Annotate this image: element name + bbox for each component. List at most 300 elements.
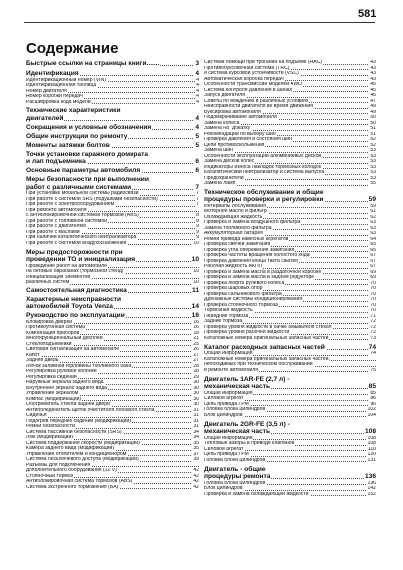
toc-entry-title: При работе с системой воздухоснабжения [26, 240, 127, 246]
toc-entry-title: Сиденья [26, 413, 47, 419]
toc-entry-title: Проведение работ на автомобиле [26, 263, 107, 269]
toc-heading [26, 133, 199, 141]
toc-entry-page: 28 [193, 363, 199, 369]
toc-entry-title: Стояночный тормоз [26, 473, 74, 479]
toc-entry-page: 4 [196, 88, 199, 94]
toc-entry-title: Головка блока цилиндров [204, 480, 266, 486]
toc-entry-title: При работе с электрооборудованием [26, 202, 115, 208]
toc-entry-title: Проверка и замена масла в раздаточной коробке [204, 269, 322, 275]
toc-entry-title: Аккумуляторная батарея [204, 231, 263, 237]
toc-entry-title: Система экстренного торможения (BA) [26, 484, 119, 490]
toc-entry [26, 485, 199, 491]
toc-entry-title: При работе с системой SRS (подушками безопасности) [26, 196, 158, 202]
toc-entry-title: с антиблокировочной системой тормозов (ABS) [26, 213, 139, 219]
toc-entry-title: Подогрев передних сидений (модификации) [26, 418, 131, 424]
toc-entry-page: 34 [193, 435, 199, 441]
toc-entry-title: Проверка сальникового фильтра [204, 291, 282, 297]
toc-entry-title: Головка блока цилиндров [204, 407, 266, 413]
toc-entry-title: Идентификационная таблица [26, 83, 97, 89]
toc-heading [26, 142, 199, 150]
toc-entry-page: 72 [370, 330, 376, 336]
toc-heading [26, 296, 199, 303]
toc-entry-title: Дренажные системы кондиционирования [204, 297, 303, 303]
toc-entry-title: Общая информация [204, 435, 253, 441]
toc-entry-page: 45 [370, 87, 376, 93]
toc-entry-title: Номер коробки передач [26, 94, 83, 100]
toc-entry-page: 42 [193, 479, 199, 485]
toc-entry-page: 63 [370, 225, 376, 231]
toc-entry-page: 52 [370, 137, 376, 142]
toc-entry-title: Буксировка автомобиля [204, 109, 261, 115]
toc-entry-page: 73 [370, 335, 376, 341]
toc-entry-page: 42 [193, 473, 199, 479]
toc-entry-title: Замена топливного фильтра [204, 225, 272, 231]
toc-entry-page: 31 [193, 424, 199, 430]
toc-entry-page: 108 [367, 435, 376, 441]
toc-entry-page: 62 [370, 214, 376, 220]
toc-entry-title: и система курсовой устойчивости (VSC) [204, 71, 299, 76]
toc-entry-page: 74 [368, 343, 376, 351]
toc-entry-page: 64 [370, 236, 376, 242]
toc-entry-title: Замена на "докатку" [204, 126, 253, 131]
toc-heading [204, 383, 376, 391]
toc-entry-title: механическая часть [204, 383, 270, 391]
toc-entry-title: Моторное масло и фильтр [204, 209, 267, 215]
toc-entry [204, 492, 376, 498]
toc-entry-page: 39 [193, 457, 199, 463]
toc-entry-page: 51 [370, 131, 376, 137]
toc-entry-title: Силовой агрегат [204, 396, 244, 402]
toc-entry-page: 11 [192, 286, 199, 294]
toc-entry-page: 43 [370, 71, 376, 76]
toc-entry-page: 61 [370, 209, 376, 215]
toc-heading [204, 428, 376, 436]
toc-entry [204, 458, 376, 464]
toc-heading [26, 167, 199, 175]
toc-entry-page: 86 [370, 396, 376, 402]
toc-entry-page: 31 [193, 407, 199, 413]
toc-entry-title: Проверка уровня рабочей жидкости [204, 330, 290, 336]
toc-entry-title: При ремонте автомобиля [26, 207, 87, 213]
toc-entry-page: 6 [195, 167, 199, 175]
toc-entry-page: 85 [370, 390, 376, 396]
toc-heading [26, 312, 199, 320]
toc-entry-title: Общая информация [204, 351, 253, 357]
toc-entry-title: Общие инструкции по ремонту [26, 132, 128, 140]
toc-entry-page: 21 [193, 336, 199, 342]
toc-heading [26, 70, 199, 78]
toc-heading [26, 287, 199, 295]
toc-entry-title: При работе с двигателем [26, 224, 86, 230]
toc-entry-title: Идентификация [26, 69, 79, 77]
toc-heading [204, 421, 376, 428]
toc-entry-title: Рекомендации по выбору шин [204, 131, 276, 137]
toc-entry-page: 14 [191, 303, 199, 311]
toc-entry-page: 42 [193, 484, 199, 490]
toc-entry-page: 136 [364, 472, 376, 480]
toc-entry-title: Двигатель 2GR-FE (3,5 л) - [204, 420, 290, 428]
toc-entry-title: автомобилей Toyota Venza [26, 303, 113, 311]
toc-entry-page: 67 [370, 264, 376, 270]
toc-entry-page: 30 [193, 396, 199, 402]
toc-entry-page: 7 [196, 191, 199, 197]
toc-entry-page: 4 [196, 77, 199, 83]
toc-entry-page: 152 [367, 491, 376, 497]
toc-entry-title: Компас (модификации) [26, 396, 82, 402]
toc-entry-page: 43 [370, 76, 376, 82]
toc-entry-page: 9 [196, 235, 199, 241]
toc-entry-title: Предохранители [204, 175, 244, 181]
toc-entry-title: При наличии каталитического нейтрализатора [26, 235, 137, 241]
toc-entry-page: 70 [370, 302, 376, 308]
toc-entry-page: 37 [193, 451, 199, 457]
toc-entry-title: Противобуксовочная система (TRC) [204, 65, 290, 71]
toc-entry-title: Цепи противоскольжения [204, 142, 265, 148]
toc-entry-title: Быстрые ссылки на страницы книги....... [26, 60, 160, 67]
toc-entry-title: дополнительного оборудования (12 V) [26, 468, 117, 474]
toc-entry-title: Советы по вождению в различных условиях [204, 98, 309, 104]
toc-entry-page: 136 [367, 480, 376, 486]
toc-entry-title: Тепловые зазоры в приводе клапанов [204, 441, 295, 447]
toc-entry-title: При установке мобильной системы радиосвязи [26, 191, 139, 197]
toc-entry-title: Проверка стояночного тормоза [204, 302, 278, 308]
toc-entry-title: Запуск двигателя [204, 93, 246, 98]
toc-entry-page: 30 [193, 402, 199, 408]
toc-entry-title: Обогреватель стекла задней двери [26, 402, 110, 408]
toc-entry-page: 4 [195, 123, 199, 131]
toc-entry-page: 26 [193, 347, 199, 353]
toc-entry-page: 6 [195, 158, 199, 166]
toc-entry-page: 4 [196, 83, 199, 89]
toc-entry-page: 75 [370, 367, 376, 373]
toc-entry-page: 9 [196, 229, 199, 235]
toc-entry-page: 10 [193, 280, 199, 286]
toc-entry-title: двигателей [26, 114, 64, 122]
toc-entry-title: Люк (модификации) [26, 435, 74, 441]
toc-entry-title: Сокращения и условные обозначения [26, 123, 152, 131]
toc-entry-title: Задние тормоза [204, 319, 243, 325]
toc-entry-title: Технические характеристики [26, 107, 121, 115]
toc-entry-title: и ремонте автомобиля [204, 367, 258, 373]
toc-entry-page: 52 [370, 142, 376, 148]
toc-entry-title: Подомкрачивание автомобиля [204, 115, 277, 120]
toc-entry-title: Разъемы для подключения [26, 462, 91, 468]
toc-entry-page: 43 [370, 60, 376, 65]
toc-entry-title: Замена колеса [204, 120, 240, 126]
toc-entry-page: 53 [370, 148, 376, 153]
page-title: Содержание [26, 40, 119, 57]
toc-entry-title: Каталожные номера оригинальных запасных частей, [204, 356, 330, 362]
toc-entry-page: 53 [370, 175, 376, 181]
toc-entry-page: 67 [370, 258, 376, 264]
toc-entry-title: Номер двигателя [26, 88, 67, 94]
toc-entry-title: Задняя дверь [26, 358, 59, 364]
toc-entry-title: Идентификационный номер (VIN) [26, 77, 106, 83]
toc-entry-page: 27 [193, 352, 199, 358]
toc-entry-title: Проверка давления и состояния шин [204, 137, 292, 142]
toc-entry-title: Комбинация приборов [26, 330, 80, 336]
toc-entry-page: 4 [196, 99, 199, 105]
toc-entry-title: Замена ламп [204, 181, 236, 186]
toc-entry-title: Регулировка сидений [26, 374, 77, 380]
toc-entry-page: 55 [370, 181, 376, 186]
toc-entry [26, 280, 199, 286]
toc-entry-page: 65 [370, 247, 376, 253]
toc-entry-page: 102 [367, 407, 376, 413]
toc-entry-title: Расшифровка кода модели [26, 99, 91, 105]
toc-entry-page: 72 [370, 319, 376, 325]
toc-entry-page: 70 [370, 286, 376, 292]
toc-entry-title: Цепь привода ГРМ [204, 452, 249, 458]
toc-entry-title: Руководство по эксплуатации [26, 312, 125, 320]
toc-entry-page: 4 [195, 114, 199, 122]
toc-entry-page: 29 [193, 374, 199, 380]
toc-entry-title: Двигатель 1AR-FE (2,7 л) - [204, 375, 290, 383]
toc-entry-title: Регулировка рулевой колонки [26, 369, 97, 375]
toc-entry-page: 131 [367, 457, 376, 463]
toc-entry-page: 65 [370, 242, 376, 248]
toc-entry-title: Рабочая жидкость АКПП [204, 264, 263, 270]
toc-entry-page: 31 [193, 413, 199, 419]
toc-heading [204, 344, 376, 352]
toc-heading [26, 184, 199, 192]
toc-entry-page: 71 [370, 313, 376, 319]
toc-entry-title: Цепь привода ГРМ [204, 401, 249, 407]
toc-entry-page: 47 [370, 98, 376, 104]
toc-entry-title: Антиобледенитель щеток очистителя лобового стекла [26, 407, 155, 413]
toc-entry-title: Проверка и замена воздушного фильтра [204, 220, 301, 226]
toc-heading [204, 189, 376, 196]
toc-entry-title: Неисправности двигателя во время движения [204, 104, 314, 109]
toc-heading [26, 124, 199, 132]
toc-entry-title: Проверка и замена масла в заднем редукторе [204, 275, 315, 281]
toc-entry-title: Наружные зеркала заднего вида [26, 380, 104, 386]
toc-heading [26, 107, 199, 114]
toc-entry-page: 7 [196, 196, 199, 202]
toc-entry-page: 18 [193, 330, 199, 336]
toc-heading [26, 158, 199, 166]
toc-entry-title: механическая часть [204, 428, 270, 436]
toc-entry-title: процедуры ремонта [204, 472, 271, 480]
toc-entry-page: 49 [370, 109, 376, 115]
toc-entry-page: 4 [195, 69, 199, 77]
toc-entry-title: Многофункциональный дисплей [26, 336, 103, 342]
toc-entry-page: 7 [196, 202, 199, 208]
toc-heading [204, 466, 376, 473]
toc-entry-title: Капот [26, 352, 40, 358]
toc-entry-title: необходимых при техническом обслуживании [204, 362, 313, 368]
toc-heading [204, 376, 376, 383]
toc-entry-title: Система контроля давления в шинах [204, 87, 293, 93]
toc-entry-page: 16 [193, 325, 199, 331]
toc-entry-title: Охлаждающая жидкость [204, 214, 263, 220]
toc-entry-page: 85 [368, 383, 376, 391]
toc-entry-page: 5 [195, 141, 199, 149]
toc-entry-title: Индикаторы износа накладок тормозных колодок [204, 164, 321, 170]
toc-heading [26, 60, 199, 68]
toc-entry-title: Каталог расходных запасных частей [204, 343, 325, 351]
toc-entry-page: 69 [370, 275, 376, 281]
toc-entry-page: 142 [367, 486, 376, 492]
toc-entry-page: 28 [193, 369, 199, 375]
toc-entry-page: 16 [193, 319, 199, 325]
toc-right-column [204, 60, 376, 497]
toc-entry-page: 30 [193, 391, 199, 397]
toc-entry-page: 35 [193, 440, 199, 446]
toc-entry-page: 46 [370, 93, 376, 98]
toc-entry-title: Световая сигнализация на автомобиле [26, 347, 120, 353]
toc-entry-page: 10 [191, 255, 199, 263]
header-rule [24, 22, 375, 23]
toc-entry-title: Моменты затяжки болтов [26, 141, 110, 149]
toc-entry-title: различных систем [26, 280, 70, 286]
toc-entry-page: 34 [193, 429, 199, 435]
toc-entry-title: Лючок заливной горловины топливного бака [26, 363, 132, 369]
toc-entry-page: 10 [193, 240, 199, 246]
toc-heading [26, 303, 199, 311]
toc-heading [26, 115, 199, 123]
toc-entry-page: 7 [195, 183, 199, 191]
toc-entry-title: Замена шин [204, 148, 234, 153]
toc-entry-title: работ с различными системами [26, 183, 132, 191]
toc-entry-page: 5 [195, 132, 199, 140]
toc-entry-title: процедуры проверки и регулировки [204, 196, 324, 204]
toc-entry-title: и лап подъемника [26, 158, 86, 166]
toc-left-column [26, 60, 199, 490]
toc-entry-title: Система помощи при трогании на подъеме (HAC) [204, 60, 322, 65]
toc-entry-page: 30 [193, 380, 199, 386]
toc-entry-page: 70 [370, 308, 376, 314]
toc-entry-title: Точки установки гаражного домкрата [26, 150, 149, 158]
toc-entry-title: на беговых барабанах (тормозной стенд) [26, 269, 124, 275]
toc-entry-title: Силовой агрегат [204, 446, 244, 452]
toc-entry-page: 10 [193, 269, 199, 275]
toc-entry-page: 63 [370, 220, 376, 226]
toc-entry-title: Внутреннее зеркало заднего вида [26, 385, 107, 391]
toc-entry-title: Проверка и замена охлаждающей жидкости [204, 491, 309, 497]
toc-entry-page: 63 [370, 231, 376, 237]
toc-entry-title: Особенности эксплуатации алюминиевых дисков [204, 153, 322, 159]
toc-entry-page: 69 [370, 269, 376, 275]
toc-entry-page: 108 [364, 428, 376, 436]
toc-entry [204, 181, 376, 187]
toc-entry-title: Техническое обслуживание и общие [204, 188, 324, 196]
toc-entry-page: 3 [195, 60, 199, 67]
toc-entry-page: 16 [191, 312, 199, 320]
toc-entry-page: 49 [370, 104, 376, 109]
toc-entry-title: Замена дисков колес [204, 159, 255, 164]
toc-entry-page: 74 [370, 351, 376, 357]
toc-entry-title: Интервалы обслуживания [204, 203, 266, 209]
toc-entry-page: 8 [196, 213, 199, 219]
toc-entry-page: 31 [193, 418, 199, 424]
toc-entry-page: 50 [370, 115, 376, 120]
toc-heading [26, 151, 199, 158]
toc-heading [26, 256, 199, 264]
toc-entry-title: Ремни привода навесных агрегатов [204, 236, 289, 242]
toc-entry-title: Характерные неисправности [26, 295, 122, 303]
toc-entry-page: 45 [370, 82, 376, 87]
toc-entry-title: проведении ТО и инициализация [26, 255, 136, 263]
toc-entry-page: 110 [367, 446, 376, 452]
toc-entry-page: 53 [370, 159, 376, 164]
toc-entry-title: Проверка частоты вращения холостого хода [204, 253, 310, 259]
toc-entry-page: 53 [370, 164, 376, 170]
toc-entry-page: 25 [193, 341, 199, 347]
toc-entry-title: Основные параметры автомобиля [26, 167, 141, 175]
toc-heading [204, 196, 376, 204]
toc-entry-title: Самостоятельная диагностика [26, 286, 127, 294]
toc-entry-page: 96 [370, 401, 376, 407]
toc-entry-title: Меры предосторожности при [26, 248, 123, 256]
toc-entry-page: 70 [370, 280, 376, 286]
toc-entry-title: Блокировка дверей [26, 319, 73, 325]
toc-entry-title: Двигатель - общие [204, 465, 266, 473]
toc-entry-page: 59 [368, 196, 376, 204]
toc-entry-page: 50 [370, 120, 376, 126]
toc-entry-title: При работе с топливной системой [26, 218, 108, 224]
toc-entry-page: 8 [196, 218, 199, 224]
toc-entry [26, 241, 199, 247]
toc-entry-title: Блок цилиндров [204, 412, 243, 418]
toc-entry-page: 4 [196, 94, 199, 100]
page-number: 581 [358, 8, 377, 20]
toc-entry-title: Блок цилиндров [204, 486, 243, 492]
toc-entry-title: Каталитический нейтрализатор и система выпуска [204, 170, 325, 175]
toc-entry-page: 108 [367, 441, 376, 447]
toc-entry-page: 70 [370, 291, 376, 297]
toc-entry-title: Управление зеркалом [26, 391, 79, 397]
toc-entry-page: 35 [193, 446, 199, 452]
toc-entry-page: 30 [193, 385, 199, 391]
toc-heading [26, 249, 199, 256]
toc-entry [204, 368, 376, 374]
toc-entry-page: 9 [196, 224, 199, 230]
toc-entry-page: 67 [370, 253, 376, 259]
toc-heading [204, 473, 376, 481]
toc-entry-title: Тормозная жидкость [204, 308, 253, 314]
toc-entry-page: 42 [193, 468, 199, 474]
toc-entry-title: Каталожные номера оригинальных запасных частей [204, 335, 329, 341]
toc-heading [26, 176, 199, 183]
toc-entry [26, 100, 199, 106]
toc-entry-page: 72 [370, 324, 376, 330]
toc-entry-page: 43 [370, 65, 376, 71]
toc-entry-title: Система пассивной безопасности (SRS) [26, 429, 122, 435]
toc-entry-title: Стеклоподъемники [26, 341, 72, 347]
toc-entry-title: Меры безопасности при выполнении [26, 176, 149, 184]
toc-entry-title: Система поддержания скорости (модификации) [26, 440, 140, 446]
toc-entry [204, 413, 376, 419]
toc-entry-title: Система бесключевого доступа (модификации) [26, 457, 139, 463]
toc-entry-title: Антиблокировочная система тормозов (ABS) [26, 479, 133, 485]
toc-entry-title: Проверка шаровых опор [204, 286, 263, 292]
toc-entry-page: 120 [367, 452, 376, 458]
toc-entry-page: 51 [370, 126, 376, 131]
toc-entry-title: Инициализация элементов [26, 274, 91, 280]
toc-entry-title: Автоматическая коробка передач [204, 76, 284, 82]
toc-entry-title: Проверка свечей зажигания [204, 242, 271, 248]
toc-entry-page: 27 [193, 358, 199, 364]
toc-entry-page: 59 [370, 203, 376, 209]
toc-entry-title: Проверка люфта рулевого колеса [204, 280, 285, 286]
toc-entry-title: При работе с маслами [26, 229, 80, 235]
toc-entry-title: Противоугонная система [26, 325, 85, 331]
toc-entry-title: Головка блока цилиндров [204, 457, 266, 463]
toc-entry [204, 336, 376, 342]
toc-entry-title: Общая информация [204, 390, 253, 396]
toc-entry-title: Ремни безопасности [26, 424, 75, 430]
